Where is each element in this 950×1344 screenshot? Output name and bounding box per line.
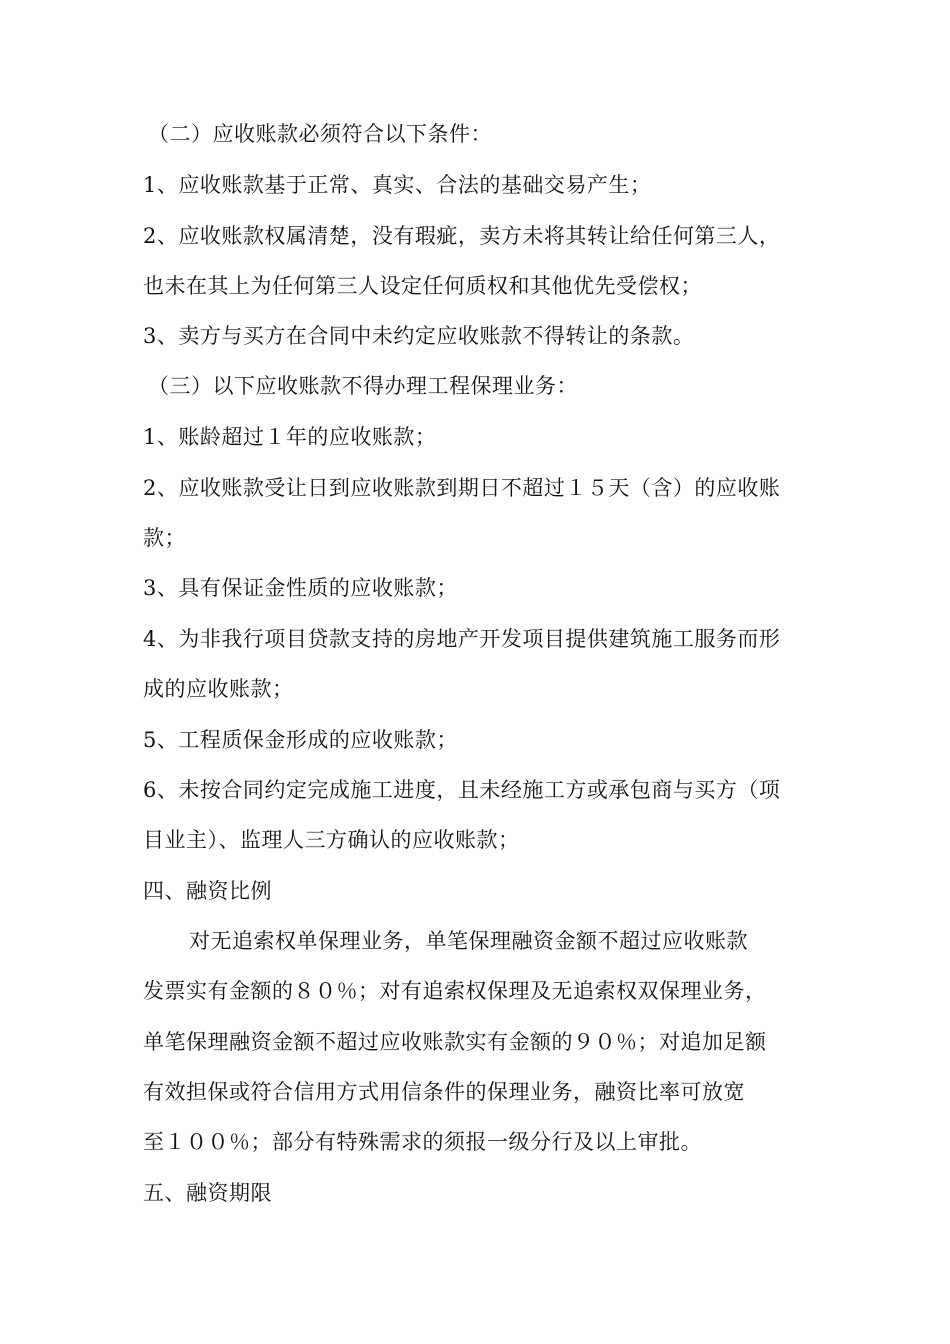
section-heading-4: 四、融资比例 [143,879,272,903]
paragraph-line: 发票实有金额的８０％；对有追索权保理及无追索权双保理业务， [143,979,767,1003]
paragraph-line: 5、工程质保金形成的应收账款； [143,728,458,752]
paragraph-line: 成的应收账款； [143,677,294,701]
paragraph-line: 4、为非我行项目贷款支持的房地产开发项目提供建筑施工服务而形 [143,627,781,651]
paragraph-line: 单笔保理融资金额不超过应收账款实有金额的９０％；对追加足额 [143,1030,767,1054]
paragraph-line: 3、具有保证金性质的应收账款； [143,576,458,600]
paragraph-line: 2、应收账款权属清楚，没有瑕疵，卖方未将其转让给任何第三人， [143,224,781,248]
paragraph-line: 款； [143,526,186,550]
paragraph-line: 有效担保或符合信用方式用信条件的保理业务，融资比率可放宽 [143,1080,745,1104]
paragraph-line: 对无追索权单保理业务，单笔保理融资金额不超过应收账款 [189,929,748,953]
paragraph-line: 1、账龄超过１年的应收账款； [143,425,437,449]
paragraph-line: 2、应收账款受让日到应收账款到期日不超过１５天（含）的应收账 [143,476,781,500]
paragraph-line: 6、未按合同约定完成施工进度，且未经施工方或承包商与买方（项 [143,778,781,802]
paragraph-line: 目业主）、监理人三方确认的应收账款； [143,828,520,852]
section-heading-3: （三）以下应收账款不得办理工程保理业务： [148,374,578,398]
section-heading-5: 五、融资期限 [143,1181,272,1205]
paragraph-line: 至１００％；部分有特殊需求的须报一级分行及以上审批。 [143,1130,702,1154]
paragraph-line: 也未在其上为任何第三人设定任何质权和其他优先受偿权； [143,274,702,298]
paragraph-line: 1、应收账款基于正常、真实、合法的基础交易产生； [143,173,652,197]
section-heading-2: （二）应收账款必须符合以下条件： [148,122,492,146]
paragraph-line: 3、卖方与买方在合同中未约定应收账款不得转让的条款。 [143,324,695,348]
